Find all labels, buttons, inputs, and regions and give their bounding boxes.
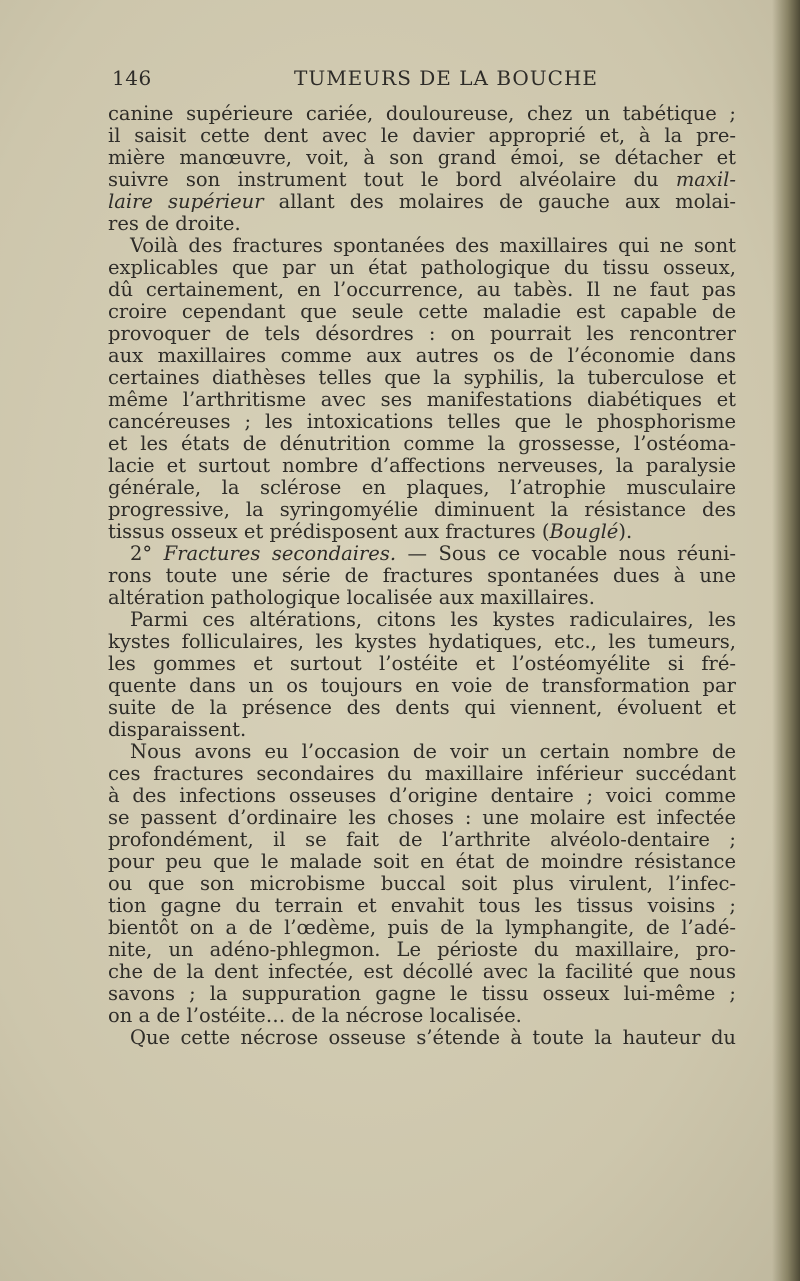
text-line bbox=[108, 235, 736, 257]
body-text bbox=[108, 103, 736, 1049]
text-segment: 2° bbox=[130, 543, 164, 565]
text-segment: tion gagne du terrain et envahit tous les tissus voisins ; bbox=[108, 895, 736, 917]
text-segment: ou que son microbisme buccal soit plus virulent, l’infec- bbox=[108, 873, 736, 895]
page-header bbox=[112, 66, 732, 96]
text-segment: disparaissent. bbox=[108, 719, 247, 741]
page-number: 146 bbox=[112, 66, 152, 90]
text-segment: générale, la sclérose en plaques, l’atrophie musculaire bbox=[108, 477, 736, 499]
italic-text: maxil- bbox=[675, 169, 736, 191]
text-line bbox=[108, 565, 736, 587]
text-line bbox=[108, 653, 736, 675]
text-line bbox=[108, 895, 736, 917]
text-line bbox=[108, 873, 736, 895]
text-segment: altération pathologique localisée aux maxillaires. bbox=[108, 587, 595, 609]
text-segment: suite de la présence des dents qui viennent, évoluent et bbox=[108, 697, 736, 719]
text-segment: allant des molaires de gauche aux molai- bbox=[263, 191, 736, 213]
text-segment: rons toute une série de fractures spontanées dues à une bbox=[108, 565, 736, 587]
text-line bbox=[108, 807, 736, 829]
text-line bbox=[108, 169, 736, 191]
text-segment: Nous avons eu l’occasion de voir un certain nombre de bbox=[130, 741, 736, 763]
text-segment: il saisit cette dent avec le davier approprié et, à la pre- bbox=[108, 125, 736, 147]
text-segment: lacie et surtout nombre d’affections nerveuses, la paralysie bbox=[108, 455, 736, 477]
text-line bbox=[108, 477, 736, 499]
text-segment: mière manœuvre, voit, à son grand émoi, se détacher et bbox=[108, 147, 736, 169]
text-line bbox=[108, 147, 736, 169]
text-segment: suivre son instrument tout le bord alvéolaire du bbox=[108, 169, 676, 191]
text-line bbox=[108, 103, 736, 125]
text-line bbox=[108, 125, 736, 147]
text-line bbox=[108, 939, 736, 961]
text-line bbox=[108, 741, 736, 763]
text-line bbox=[108, 917, 736, 939]
text-line bbox=[108, 851, 736, 873]
text-segment: croire cependant que seule cette maladie est capable de bbox=[108, 301, 736, 323]
text-line bbox=[108, 367, 736, 389]
text-line bbox=[108, 213, 736, 235]
text-segment: ces fractures secondaires du maxillaire inférieur succédant bbox=[108, 763, 736, 785]
text-line bbox=[108, 719, 736, 741]
text-segment: bientôt on a de l’œdème, puis de la lymphangite, de l’adé- bbox=[108, 917, 736, 939]
italic-text: Bouglé bbox=[549, 521, 619, 543]
italic-text: laire supérieur bbox=[108, 191, 264, 213]
text-segment: pour peu que le malade soit en état de moindre résistance bbox=[108, 851, 736, 873]
text-line bbox=[108, 279, 736, 301]
text-segment: et les états de dénutrition comme la grossesse, l’ostéoma- bbox=[108, 433, 736, 455]
text-segment: tissus osseux et prédisposent aux fractures ( bbox=[108, 521, 550, 543]
page-edge-shadow bbox=[772, 0, 800, 1281]
text-segment: progressive, la syringomyélie diminuent la résistance des bbox=[108, 499, 736, 521]
text-segment: Que cette nécrose osseuse s’étende à toute la hauteur du bbox=[130, 1027, 736, 1049]
text-line bbox=[108, 323, 736, 345]
text-segment: se passent d’ordinaire les choses : une molaire est infectée bbox=[108, 807, 736, 829]
text-segment: aux maxillaires comme aux autres os de l’économie dans bbox=[108, 345, 736, 367]
text-segment: quente dans un os toujours en voie de transformation par bbox=[108, 675, 736, 697]
text-segment: ). bbox=[618, 521, 633, 543]
text-line bbox=[108, 191, 736, 213]
text-segment: certaines diathèses telles que la syphilis, la tuberculose et bbox=[108, 367, 736, 389]
text-segment: cancéreuses ; les intoxications telles que le phosphorisme bbox=[108, 411, 736, 433]
text-line bbox=[108, 587, 736, 609]
text-segment: les gommes et surtout l’ostéite et l’ostéomyélite si fré- bbox=[108, 653, 736, 675]
text-segment: Parmi ces altérations, citons les kystes radiculaires, les bbox=[130, 609, 736, 631]
text-line bbox=[108, 345, 736, 367]
text-segment: provoquer de tels désordres : on pourrait les rencontrer bbox=[108, 323, 736, 345]
text-segment: — Sous ce vocable nous réuni- bbox=[396, 543, 736, 565]
text-line bbox=[108, 521, 736, 543]
text-segment: dû certainement, en l’occurrence, au tabès. Il ne faut pas bbox=[108, 279, 736, 301]
text-line bbox=[108, 389, 736, 411]
text-segment: à des infections osseuses d’origine dentaire ; voici comme bbox=[108, 785, 736, 807]
text-line bbox=[108, 455, 736, 477]
text-line bbox=[108, 499, 736, 521]
text-line bbox=[108, 609, 736, 631]
text-line bbox=[108, 675, 736, 697]
text-segment: on a de l’ostéite… de la nécrose localisée. bbox=[108, 1005, 522, 1027]
text-line bbox=[108, 411, 736, 433]
text-line bbox=[108, 829, 736, 851]
text-segment: même l’arthritisme avec ses manifestations diabétiques et bbox=[108, 389, 736, 411]
italic-text: Fractures secondaires. bbox=[163, 543, 397, 565]
text-segment: nite, un adéno-phlegmon. Le périoste du maxillaire, pro- bbox=[108, 939, 736, 961]
text-line bbox=[108, 961, 736, 983]
text-segment: profondément, il se fait de l’arthrite alvéolo-dentaire ; bbox=[108, 829, 736, 851]
text-line bbox=[108, 543, 736, 565]
text-line bbox=[108, 433, 736, 455]
text-line bbox=[108, 631, 736, 653]
text-line bbox=[108, 1005, 736, 1027]
text-segment: explicables que par un état pathologique du tissu osseux, bbox=[108, 257, 736, 279]
text-segment: kystes folliculaires, les kystes hydatiques, etc., les tumeurs, bbox=[108, 631, 736, 653]
text-segment: savons ; la suppuration gagne le tissu osseux lui-même ; bbox=[108, 983, 736, 1005]
text-line bbox=[108, 1027, 736, 1049]
text-line bbox=[108, 983, 736, 1005]
text-line bbox=[108, 301, 736, 323]
text-line bbox=[108, 697, 736, 719]
text-line bbox=[108, 257, 736, 279]
text-line bbox=[108, 763, 736, 785]
running-title: TUMEURS DE LA BOUCHE bbox=[294, 66, 598, 90]
text-segment: res de droite. bbox=[108, 213, 241, 235]
text-segment: che de la dent infectée, est décollé avec la facilité que nous bbox=[108, 961, 736, 983]
text-segment: Voilà des fractures spontanées des maxillaires qui ne sont bbox=[130, 235, 736, 257]
text-line bbox=[108, 785, 736, 807]
text-segment: canine supérieure cariée, douloureuse, chez un tabétique ; bbox=[108, 103, 736, 125]
